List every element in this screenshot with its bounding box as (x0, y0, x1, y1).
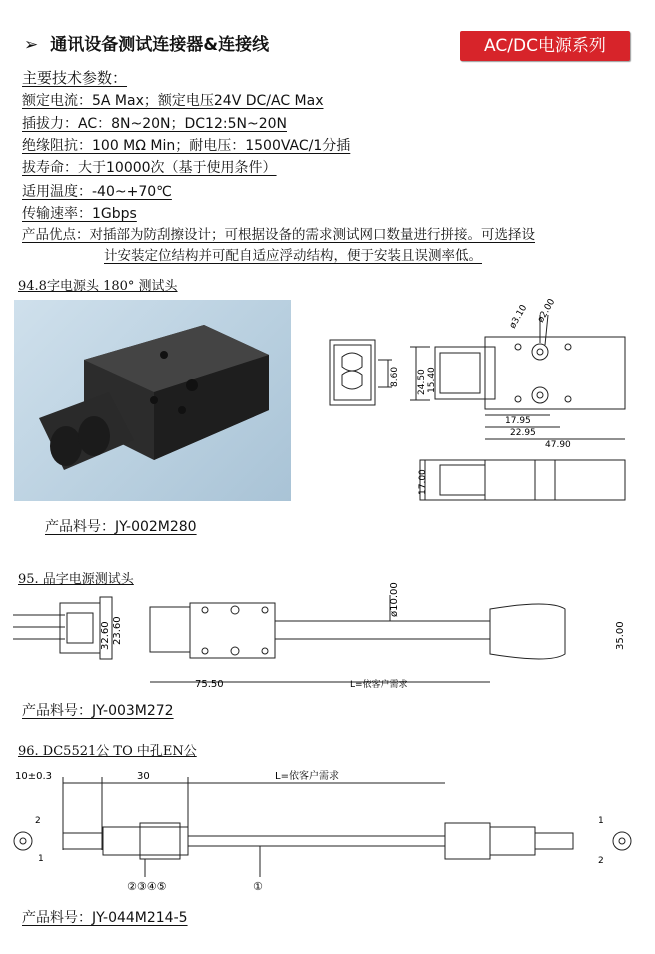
dim-95-end: 35.00 (615, 621, 626, 650)
spec-advantage (22, 225, 642, 267)
product94-heading: 94.8字电源头 180° 测试头 (18, 279, 178, 294)
spec-force: 插拔力：AC：8N~20N；DC12:5N~20N (22, 116, 287, 132)
dim-w2: 22.95 (510, 428, 536, 438)
product95-drawing (5, 575, 650, 693)
pin-right-2: 2 (598, 856, 604, 866)
dim-95-dia: ø10.00 (389, 582, 400, 617)
dim-95-h1: 32.60 (100, 621, 111, 650)
dim-96-cable: L=依客户需求 (275, 771, 339, 782)
product94-photo (14, 300, 291, 501)
product94-part-number: 产品料号：JY-002M280 (45, 519, 197, 535)
page-title (24, 30, 269, 55)
product96-drawing (5, 765, 650, 895)
pin-left-1: 1 (38, 854, 44, 864)
arrow-bullet-icon: ➢ (24, 35, 39, 55)
series-badge: AC/DC电源系列 (460, 31, 630, 61)
product96-heading: 96. DC5521公 TO 中孔EN公 (18, 744, 197, 759)
advantage-line-2: 计安装定位结构并可配自适应浮动结构，便于安装且误测率低。 (104, 248, 482, 264)
dim-h2: 24.50 (417, 369, 427, 395)
parts-callout: ②③④⑤ (127, 880, 167, 893)
spec-temperature: 适用温度：-40~+70℃ (22, 184, 172, 200)
product95-heading: 95. 品字电源测试头 (18, 572, 134, 587)
product96-part-number: 产品料号：JY-044M214-5 (22, 910, 188, 926)
dim-95-h2: 23.60 (112, 616, 123, 645)
dim-95-cable: L=依客户需求 (350, 680, 408, 690)
dim-h4: 17.00 (418, 469, 428, 495)
spec-rate: 传输速率：1Gbps (22, 206, 137, 222)
dim-96-mid: 30 (137, 771, 150, 782)
dim-w1: 17.95 (505, 416, 531, 426)
pin-right-1: 1 (598, 816, 604, 826)
title-text: 通讯设备测试连接器&连接线 (50, 35, 270, 55)
dim-d1: ø3.10 (507, 303, 530, 331)
dim-w3: 47.90 (545, 440, 571, 450)
connector-photo-illustration (14, 300, 291, 501)
spec-current: 额定电流：5A Max；额定电压24V DC/AC Max (22, 93, 324, 109)
product95-part-number: 产品料号：JY-003M272 (22, 703, 174, 719)
spec-life: 拔寿命：大于10000次（基于使用条件） (22, 160, 277, 176)
dim-95-len: 75.50 (195, 679, 224, 690)
dim-h3: 15.40 (427, 367, 437, 393)
pin-left-2: 2 (35, 816, 41, 826)
dim-h1: 8.60 (390, 366, 400, 387)
product94-drawing (320, 295, 650, 515)
advantage-line-1: 产品优点：对插部为防刮擦设计；可根据设备的需求测试网口数量进行拼接。可选择设 (22, 227, 535, 243)
spec-insulation: 绝缘阻抗：100 MΩ Min；耐电压：1500VAC/1分插 (22, 138, 351, 154)
wire-callout: ① (253, 880, 263, 893)
dim-96-tip: 10±0.3 (15, 771, 53, 782)
dim-d2: ø2.00 (535, 297, 558, 325)
spec-heading: 主要技术参数： (22, 69, 128, 87)
